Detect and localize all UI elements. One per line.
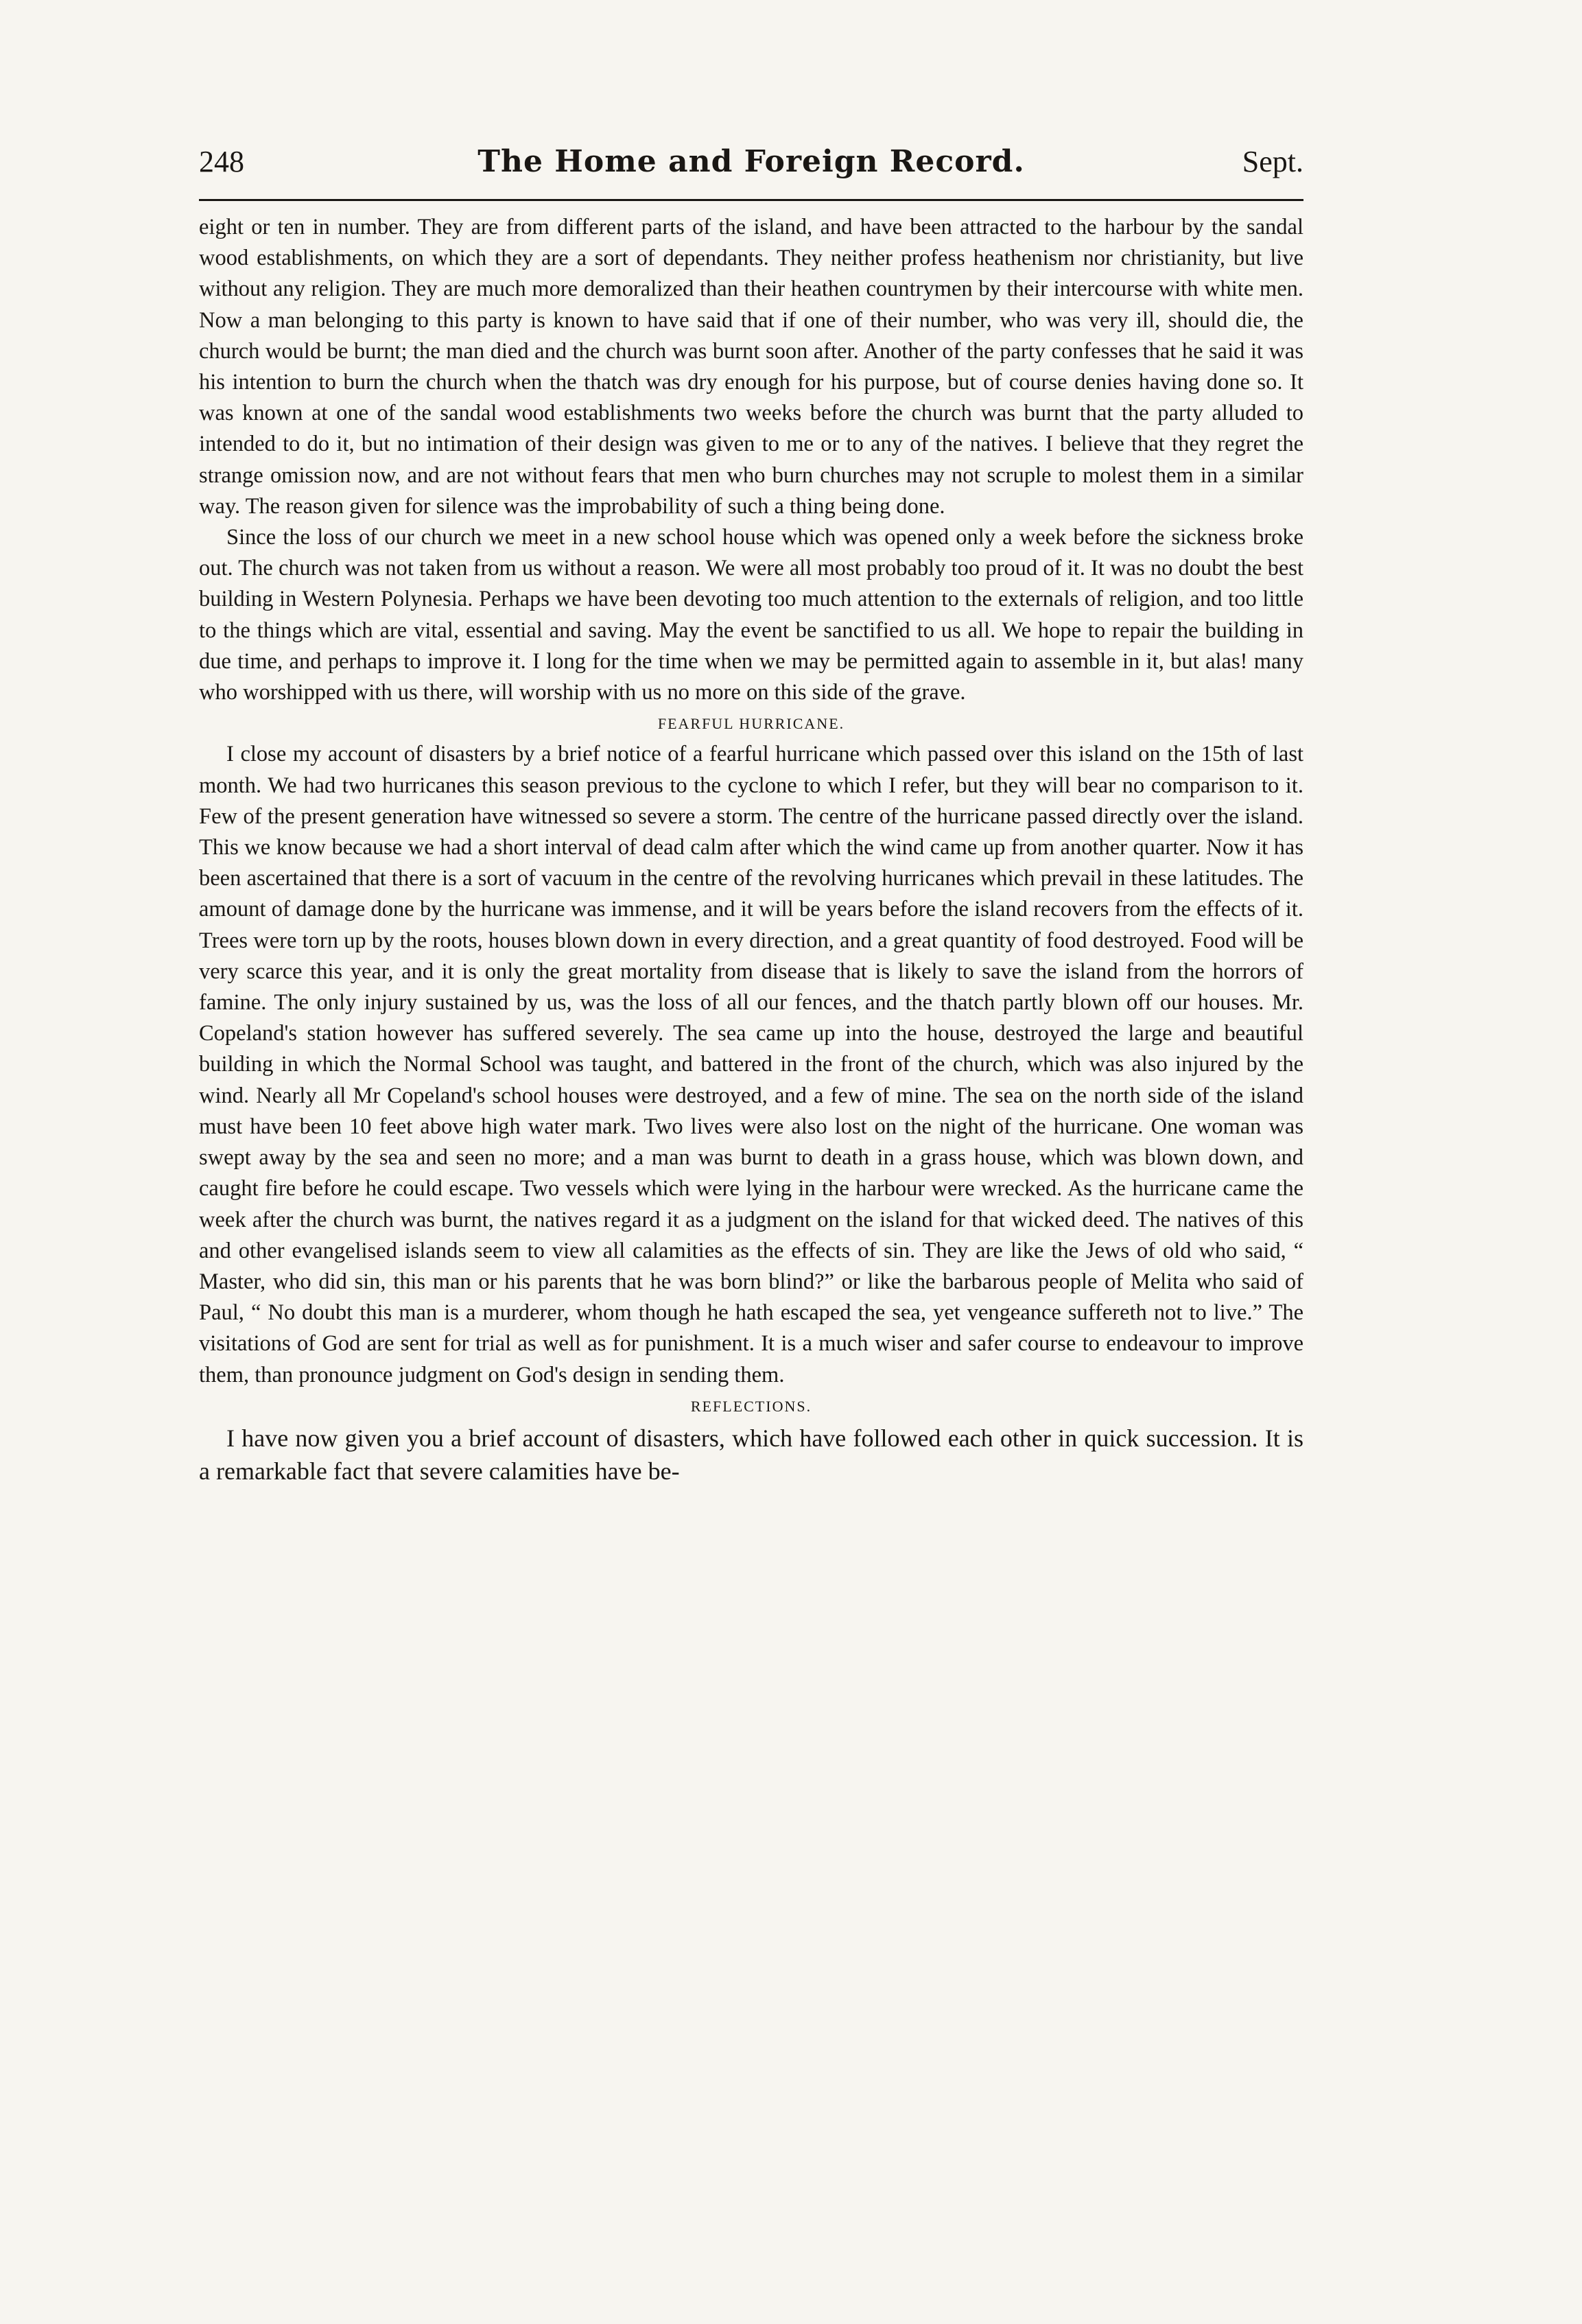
section-heading-reflections: REFLECTIONS. bbox=[690, 1397, 812, 1415]
paragraph-4: I have now given you a brief account of disasters, which have followed each other in quick succession. It is a remarkable fact that severe calamities have be- bbox=[199, 1424, 1303, 1485]
journal-title: The Home and Foreign Record. bbox=[477, 144, 1025, 179]
article-body bbox=[199, 212, 1303, 1488]
month: Sept. bbox=[1242, 145, 1303, 178]
header-rule bbox=[199, 199, 1303, 201]
paragraph-2: Since the loss of our church we meet in a new school house which was opened only a week before the sickness broke out. The church was not taken from us without a reason. We were all most probably too proud of it. It was no doubt the best building in Western Polynesia. Perhaps we have been devoting too much attention to the externals of religion, and too little to the things which are vital, essential and saving. May the event be sanctified to us all. We hope to repair the building in due time, and perhaps to improve it. I long for the time when we may be permitted again to assemble in it, but alas! many who worshipped with us there, will worship with us no more on this side of the grave. bbox=[199, 525, 1303, 705]
section-heading-hurricane: FEARFUL HURRICANE. bbox=[657, 715, 845, 733]
running-head bbox=[199, 144, 1303, 192]
page-number: 248 bbox=[199, 145, 244, 178]
page bbox=[199, 144, 1303, 1488]
paragraph-3: I close my account of disasters by a brief notice of a fearful hurricane which passed over this island on the 15th of last month. We had two hurricanes this season previous to the cyclone to which I refer, but they will bear no comparison to it. Few of the present generation have witnessed so severe a storm. The centre of the hurricane passed directly over the island. This we know because we had a short interval of dead calm after which the wind came up from another quarter. Now it has been ascertained that there is a sort of vacuum in the centre of the revolving hurricanes which prevail in these latitudes. The amount of damage done by the hurricane was immense, and it will be years before the island recovers from the effects of it. Trees were torn up by the roots, houses blown down in every direction, and a great quantity of food destroyed. Food will be very scarce this year, and it is only the great mortality from disease that is likely to save the island from the horrors of famine. The only injury sustained by us, was the loss of all our fences, and the thatch partly blown off our houses. Mr. Copeland's station however has suffered severely. The sea came up into the house, destroyed the large and beautiful building in which the Normal School was taught, and battered in the front of the church, which was also injured by the wind. Nearly all Mr Copeland's school houses were destroyed, and a few of mine. The sea on the north side of the island must have been 10 feet above high water mark. Two lives were also lost on the night of the hurricane. One woman was swept away by the sea and seen no more; and a man was burnt to death in a grass house, which was blown down, and caught fire before he could escape. Two vessels which were lying in the harbour were wrecked. As the hurricane came the week after the church was burnt, the natives regard it as a judgment on the island for that wicked deed. The natives of this and other evangelised islands seem to view all calamities as the effects of sin. They are like the Jews of old who said, “ Master, who did sin, this man or his parents that he was born blind?” or like the barbarous people of Melita who said of Paul, “ No doubt this man is a murderer, whom though he hath escaped the sea, yet vengeance suffereth not to live.” The visitations of God are sent for trial as well as for punishment. It is a much wiser and safer course to endeavour to improve them, than pronounce judgment on God's design in sending them. bbox=[199, 742, 1303, 1387]
paragraph-1: eight or ten in number. They are from different parts of the island, and have been attracted to the harbour by the sandal wood establishments, on which they are a sort of dependants. They neither profess heathenism nor christianity, but live without any religion. They are much more demoralized than their heathen countrymen by their intercourse with white men. Now a man belonging to this party is known to have said that if one of their number, who was very ill, should die, the church would be burnt; the man died and the church was burnt soon after. Another of the party confesses that he said it was his intention to burn the church when the thatch was dry enough for his purpose, but of course denies having done so. It was known at one of the sandal wood establishments two weeks before the church was burnt that the party alluded to intended to do it, but no intimation of their design was given to me or to any of the natives. I believe that they regret the strange omission now, and are not without fears that men who burn churches may not scruple to molest them in a similar way. The reason given for silence was the improbability of such a thing being done. bbox=[199, 215, 1303, 519]
